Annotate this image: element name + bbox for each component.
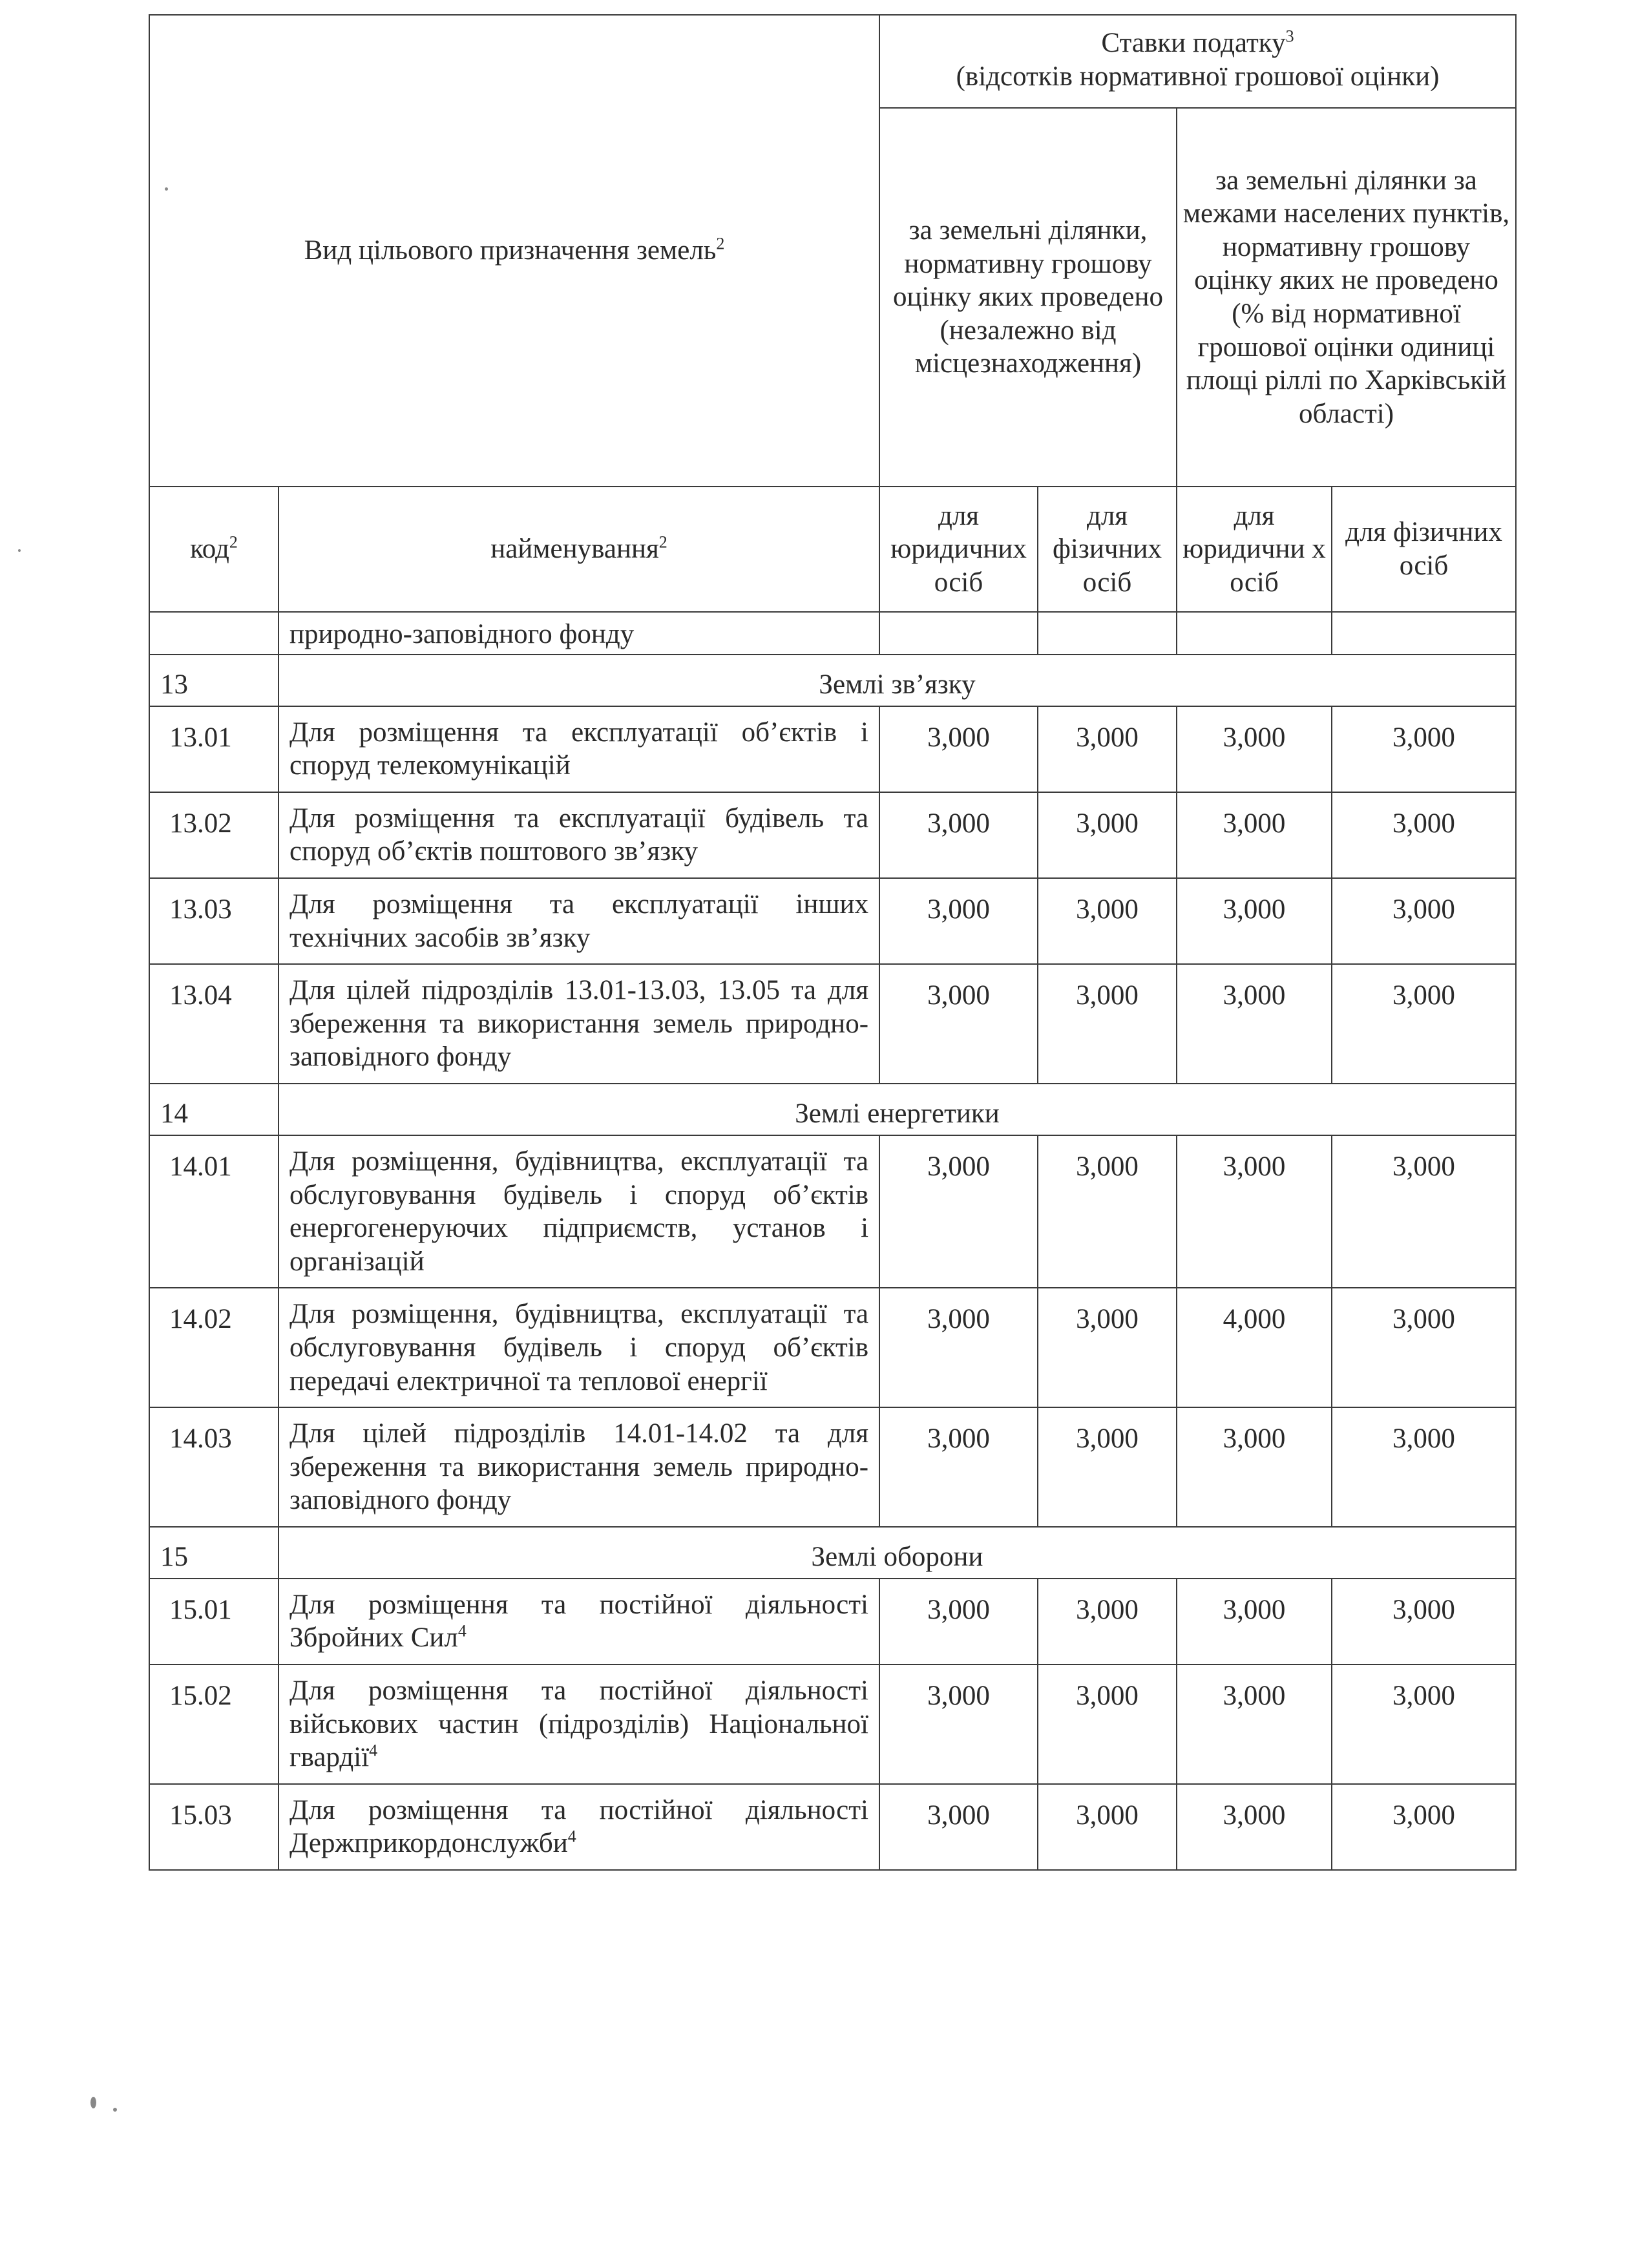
footnote-mark: 2 [229, 532, 238, 552]
rate-value: 3,000 [1177, 792, 1332, 878]
individuals-header-not-valued: для фізичних осіб [1332, 487, 1516, 612]
row-code: 15.02 [149, 1664, 278, 1784]
rate-value: 3,000 [879, 1288, 1038, 1407]
rate-value: 3,000 [1332, 1664, 1516, 1784]
tax-rates-title: Ставки податку [1101, 28, 1286, 59]
tax-rates-table [149, 14, 1517, 1871]
rate-value: 3,000 [1332, 964, 1516, 1084]
scan-speck [113, 2108, 117, 2112]
row-code: 14.02 [149, 1288, 278, 1407]
scan-speck [90, 2097, 96, 2108]
footnote-mark: 2 [658, 532, 667, 552]
continuation-text: природно-заповідного фонду [278, 612, 879, 655]
legal-entities-header-valued: для юридичних осіб [879, 487, 1038, 612]
rate-value: 3,000 [1038, 1784, 1177, 1870]
footnote-mark: 4 [369, 1741, 378, 1760]
rate-value: 3,000 [1177, 1407, 1332, 1527]
row-name: Для розміщення та експлуатації будівель та споруд об’єктів поштового зв’язку [278, 792, 879, 878]
table-row [149, 1288, 1516, 1407]
rate-value: 3,000 [1332, 1288, 1516, 1407]
table-row [149, 792, 1516, 878]
land-purpose-header-text: Вид цільового призначення земель [304, 235, 717, 266]
rate-value: 3,000 [879, 1579, 1038, 1664]
rate-value: 3,000 [1177, 1784, 1332, 1870]
legal-entities-header-not-valued: для юридични х осіб [1177, 487, 1332, 612]
rate-value: 3,000 [879, 706, 1038, 792]
rate-value: 3,000 [1038, 792, 1177, 878]
rate-value: 3,000 [1177, 1135, 1332, 1288]
scan-speck [165, 187, 168, 191]
tax-rates-subtitle: (відсотків нормативної грошової оцінки) [956, 61, 1440, 92]
table-row [149, 964, 1516, 1084]
rate-value: 3,000 [879, 878, 1038, 964]
row-code: 15.03 [149, 1784, 278, 1870]
rate-value: 3,000 [1332, 706, 1516, 792]
row-code: 13.04 [149, 964, 278, 1084]
row-name: Для розміщення та експлуатації об’єктів і споруд телекомунікацій [278, 706, 879, 792]
name-column-header: найменування$^2$ [278, 487, 879, 612]
footnote-mark: 4 [567, 1827, 576, 1847]
rate-value: 3,000 [1177, 878, 1332, 964]
footnote-mark: 4 [457, 1622, 467, 1641]
valued-land-header: за земельні ділянки, нормативну грошову оцінку яких проведено (незалежно від місцезнаходження) [879, 108, 1177, 487]
rate-value: 3,000 [1332, 792, 1516, 878]
rate-value: 3,000 [1332, 1135, 1516, 1288]
row-name: Для розміщення та постійної діяльності військових частин (підрозділів) Національної гвардії$^4$ [278, 1664, 879, 1784]
continuation-row [149, 612, 1516, 655]
not-valued-land-header: за земельні ділянки за межами населених пунктів, нормативну грошову оцінку яких не проведено (% від нормативної грошової оцінки одиниці площі ріллі по Харківській області) [1177, 108, 1516, 487]
row-code: 15.01 [149, 1579, 278, 1664]
row-code: 13.02 [149, 792, 278, 878]
rate-value: 3,000 [879, 964, 1038, 1084]
table-row [149, 878, 1516, 964]
row-code: 13.01 [149, 706, 278, 792]
row-name: Для розміщення, будівництва, експлуатації та обслуговування будівель і споруд об’єктів енергогенеруючих підприємств, установ і організацій [278, 1135, 879, 1288]
section-code: 13 [149, 655, 278, 706]
rate-value: 3,000 [1332, 878, 1516, 964]
rate-value: 3,000 [1038, 964, 1177, 1084]
rate-value: 3,000 [1177, 1664, 1332, 1784]
rate-value: 3,000 [879, 1407, 1038, 1527]
land-purpose-header [149, 15, 879, 487]
rate-value: 3,000 [1038, 1579, 1177, 1664]
row-name: Для розміщення та постійної діяльності Збройних Сил$^4$ [278, 1579, 879, 1664]
row-code: 13.03 [149, 878, 278, 964]
rate-value: 3,000 [879, 1135, 1038, 1288]
row-name: Для розміщення та постійної діяльності Держприкордонслужби$^4$ [278, 1784, 879, 1870]
table-row [149, 706, 1516, 792]
individuals-header-valued: для фізичних осіб [1038, 487, 1177, 612]
rate-value: 3,000 [1332, 1579, 1516, 1664]
table-row [149, 1579, 1516, 1664]
rate-value: 3,000 [1177, 706, 1332, 792]
row-name: Для цілей підрозділів 13.01-13.03, 13.05 та для збереження та використання земель природно-заповідного фонду [278, 964, 879, 1084]
rate-value: 3,000 [1038, 1407, 1177, 1527]
rate-value: 3,000 [1038, 878, 1177, 964]
table-row [149, 1407, 1516, 1527]
section-row [149, 1084, 1516, 1135]
rate-value: 3,000 [1177, 964, 1332, 1084]
footnote-mark: 3 [1285, 27, 1294, 47]
section-code: 15 [149, 1527, 278, 1579]
rate-value: 3,000 [1332, 1407, 1516, 1527]
table-row [149, 1784, 1516, 1870]
row-name: Для цілей підрозділів 14.01-14.02 та для збереження та використання земель природно-заповідного фонду [278, 1407, 879, 1527]
rate-value: 3,000 [1038, 706, 1177, 792]
rate-value: 3,000 [879, 792, 1038, 878]
section-title: Землі енергетики [278, 1084, 1516, 1135]
row-code: 14.01 [149, 1135, 278, 1288]
section-code: 14 [149, 1084, 278, 1135]
section-title: Землі оборони [278, 1527, 1516, 1579]
row-name: Для розміщення, будівництва, експлуатації та обслуговування будівель і споруд об’єктів передачі електричної та теплової енергії [278, 1288, 879, 1407]
rate-value: 3,000 [1177, 1579, 1332, 1664]
footnote-mark: 2 [716, 234, 725, 253]
section-row [149, 1527, 1516, 1579]
section-row [149, 655, 1516, 706]
section-title: Землі зв’язку [278, 655, 1516, 706]
rate-value: 3,000 [879, 1784, 1038, 1870]
table-row [149, 1664, 1516, 1784]
rate-value: 3,000 [1038, 1664, 1177, 1784]
rate-value: 3,000 [1332, 1784, 1516, 1870]
row-code: 14.03 [149, 1407, 278, 1527]
code-column-header: код$^2$ [149, 487, 278, 612]
table-row [149, 1135, 1516, 1288]
tax-rates-header [879, 15, 1516, 108]
row-name: Для розміщення та експлуатації інших технічних засобів зв’язку [278, 878, 879, 964]
rate-value: 4,000 [1177, 1288, 1332, 1407]
rate-value: 3,000 [1038, 1135, 1177, 1288]
scan-speck [18, 549, 21, 552]
rate-value: 3,000 [1038, 1288, 1177, 1407]
rate-value: 3,000 [879, 1664, 1038, 1784]
